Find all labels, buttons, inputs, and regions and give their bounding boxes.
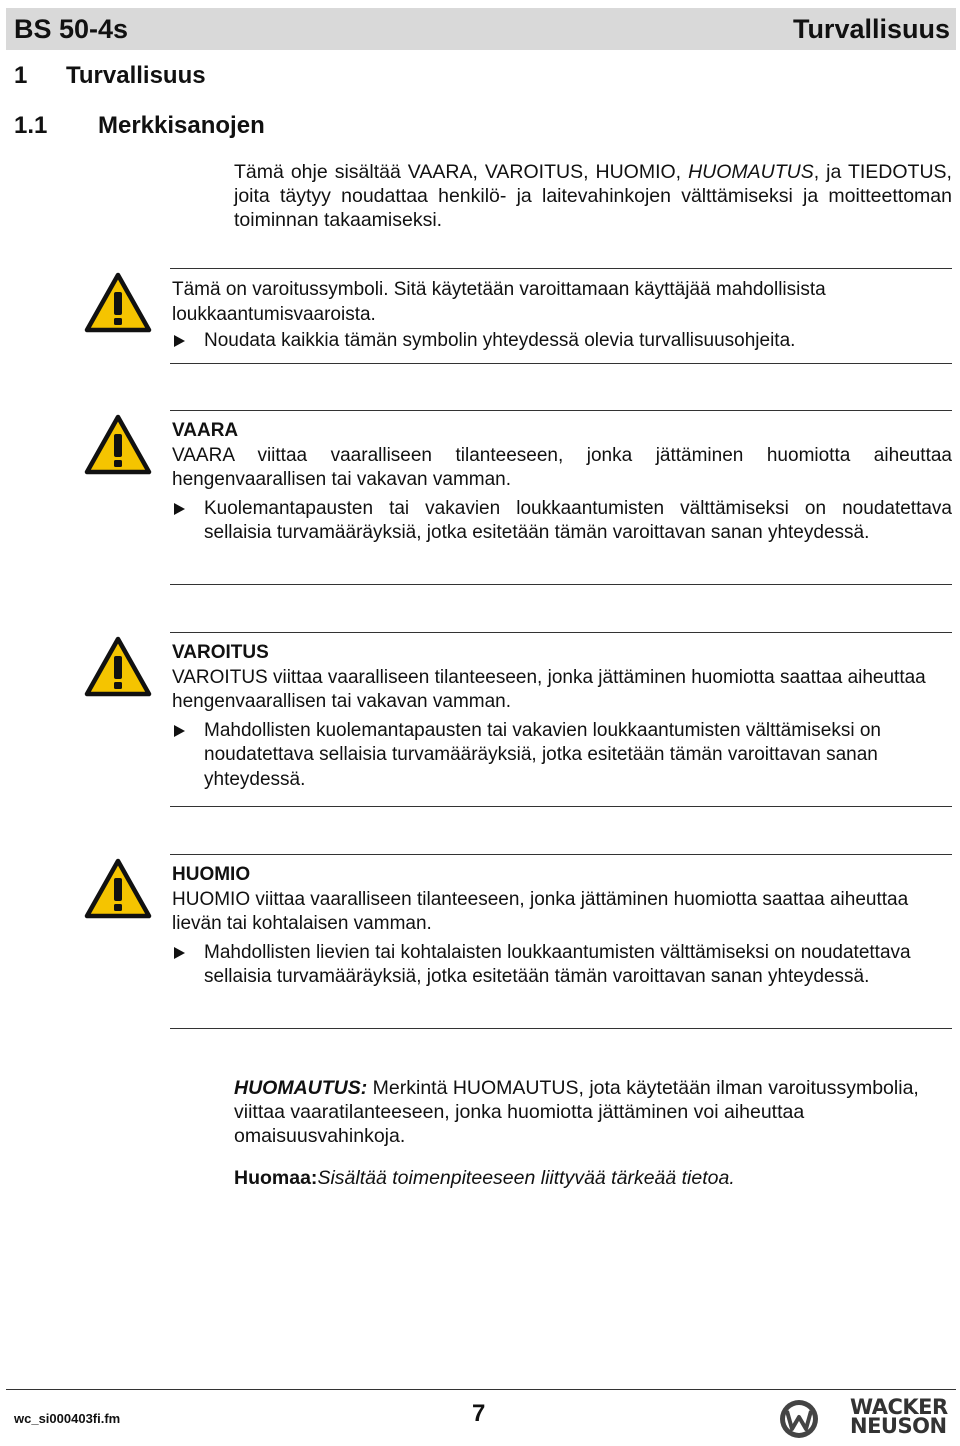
header-model: BS 50-4s [14,14,129,44]
divider [170,854,952,855]
chapter-title: Turvallisuus [66,62,206,89]
divider [170,806,952,807]
warning-triangle-icon [84,858,152,920]
notice-paragraph [234,1076,952,1148]
page-number: 7 [472,1400,486,1427]
logo-line-2: NEUSON [850,1414,947,1438]
warning-triangle-icon [84,272,152,334]
footer-filename: wc_si000403fi.fm [14,1411,121,1426]
warning-text: VAROITUS viittaa vaaralliseen tilanteeseen, jonka jättäminen huomiotta saattaa aiheuttaa hengenvaarallisen tai vakavan vamman. [172,666,926,712]
intro-italic: HUOMAUTUS [688,161,814,183]
note-label: Huomaa: [234,1167,318,1189]
bullet-arrow-icon [174,947,185,959]
wacker-neuson-logo-icon [778,1398,820,1440]
header-section: Turvallisuus [792,14,950,44]
warning-title: VAROITUS [172,642,269,663]
caution-action: Mahdollisten lievien tai kohtalaisten loukkaantumisten välttämiseksi on noudatettava sellaisia turvamääräyksiä, jotka esitetään tämän varoittavan sanan yhteydessä. [172,941,952,990]
danger-text: VAARA viittaa vaaralliseen tilanteeseen, jonka jättäminen huomiotta aiheuttaa hengenvaarallisen tai vakavan vamman. [172,444,952,490]
company-logo-text [850,1395,948,1438]
divider [170,363,952,364]
caution-text: HUOMIO viittaa vaaralliseen tilanteeseen, jonka jättäminen huomiotta saattaa aiheuttaa lievän tai kohtalaisen vamman. [172,888,909,934]
divider [170,410,952,411]
warning-action: Mahdollisten kuolemantapausten tai vakavien loukkaantumisten välttämiseksi on noudatettava sellaisia turvamääräyksiä, jotka esitetään tämän varoittavan sanan yhteydessä. [172,719,952,793]
logo-line-1: WACKER [850,1395,948,1419]
note-paragraph [234,1166,952,1190]
chapter-heading [14,62,206,90]
bullet-arrow-icon [174,725,185,737]
warning-triangle-icon [84,636,152,698]
symbol-info-box [172,278,952,354]
danger-box [172,419,952,546]
bullet-arrow-icon [174,503,185,515]
caution-title: HUOMIO [172,864,251,885]
bullet-arrow-icon [174,335,185,347]
footer-divider [6,1389,956,1390]
divider [170,632,952,633]
warning-triangle-icon [84,414,152,476]
note-text: Sisältää toimenpiteeseen liittyvää tärkeää tietoa. [317,1167,735,1189]
danger-action: Kuolemantapausten tai vakavien loukkaantumisten välttämiseksi on noudatettava sellaisia turvamääräyksiä, jotka esitetään tämän varoittavan sanan yhteydessä. [172,497,952,546]
danger-title: VAARA [172,420,239,441]
intro-text-2: , ja TIEDOTUS, joita täytyy noudattaa henkilö- ja laitevahinkojen välttämiseksi ja moitteettoman toiminnan takaamiseksi. [234,161,952,231]
notice-label: HUOMAUTUS: [234,1077,368,1099]
caution-box [172,863,952,990]
notice-text: Merkintä HUOMAUTUS, jota käytetään ilman varoitussymbolia, viittaa vaaratilanteeseen, jonka huomiotta jättäminen voi aiheuttaa omaisuusvahinkoja. [234,1077,919,1147]
section-title: Merkkisanojen [98,112,265,139]
intro-paragraph [234,160,952,232]
intro-text-1: Tämä ohje sisältää VAARA, VAROITUS, HUOMIO, [234,161,689,183]
chapter-number: 1 [14,62,28,89]
section-number: 1.1 [14,112,48,139]
divider [170,1028,952,1029]
warning-box [172,641,952,792]
symbol-text: Tämä on varoitussymboli. Sitä käytetään varoittamaan käyttäjää mahdollisista loukkaantumisvaaroista. [172,279,826,325]
symbol-action: Noudata kaikkia tämän symbolin yhteydessä olevia turvallisuusohjeita. [172,329,952,354]
divider [170,268,952,269]
section-heading [14,112,265,140]
divider [170,584,952,585]
